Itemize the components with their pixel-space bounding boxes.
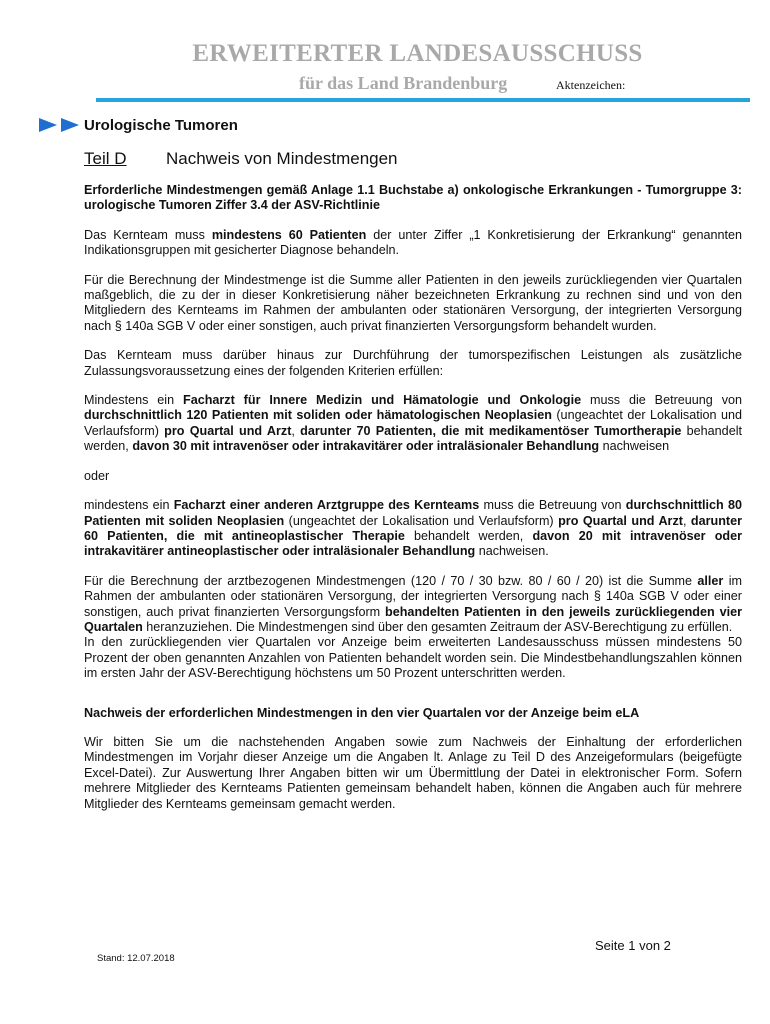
paragraph-criterion-hematology: Mindestens ein Facharzt für Innere Medizin und Hämatologie und Onkologie muss die Betreuung von durchschnittlich 120 Patienten mit soliden oder hämatologischen Neoplasien (ungeachtet der Lokalisation und Verlaufsform) pro Quartal und Arzt, darunter 70 Patienten, die mit medikamentöser Tumortherapie behandelt werden, davon 30 mit intravenöser oder intrakavitärer oder intraläsionaler Behandlung nachweisen — [84, 393, 742, 454]
page-number: Seite 1 von 2 — [595, 938, 671, 953]
paragraph-calculation: Für die Berechnung der Mindestmenge ist die Summe aller Patienten in den jeweils zurückliegenden vier Quartalen maßgeblich, die zu der in dieser Konkretisierung näher bezeichneten Erkrankung zu rechnen sind und von den Mitgliedern des Kernteams im Rahmen der ambulanten oder stationären Versorgung, der integrierten Versorgung nach § 140a SGB V oder einer sonstigen, auch privat finanzierten Versorgungsform behandelt wurden. — [84, 272, 742, 333]
paragraph-additional-criteria: Das Kernteam muss darüber hinaus zur Durchführung der tumorspezifischen Leistungen als zusätzliche Zulassungsvoraussetzung eines der folgenden Kriterien erfüllen: — [84, 348, 742, 378]
nachweis-heading: Nachweis der erforderlichen Mindestmengen in den vier Quartalen vor der Anzeige beim eLA — [84, 705, 640, 720]
paragraph-request: Wir bitten Sie um die nachstehenden Angaben sowie zum Nachweis der Einhaltung der erforderlichen Mindestmengen im Vorjahr dieser Anzeige um die Angaben lt. Anlage zu Teil D des Anzeigeformulars (beigefügte Excel-Datei). Zur Auswertung Ihrer Angaben bitten wir um Übermittlung der Datei in elektronischer Form. Sofern mehrere Mitglieder des Kernteams Patienten gemeinsam behandelt haben, können die Angaben auch für mehrere Mitglieder des Kernteams gemeinsam gemacht werden. — [84, 734, 742, 811]
double-play-arrow-icon — [38, 117, 82, 133]
paragraph-oder: oder — [84, 468, 110, 483]
document-date: Stand: 12.07.2018 — [97, 953, 175, 964]
part-heading — [84, 149, 398, 169]
part-title: Nachweis von Mindestmengen — [166, 149, 398, 168]
section-title: Urologische Tumoren — [84, 116, 238, 134]
part-label: Teil D — [84, 149, 127, 168]
intro-heading: Erforderliche Mindestmengen gemäß Anlage 1.1 Buchstabe a) onkologische Erkrankungen - Tumorgruppe 3: urologische Tumoren Ziffer 3.4 der ASV-Richtlinie — [84, 183, 742, 213]
paragraph-criterion-other-specialist: mindestens ein Facharzt einer anderen Arztgruppe des Kernteams muss die Betreuung von durchschnittlich 80 Patienten mit soliden Neoplasien (ungeachtet der Lokalisation und Verlaufsform) pro Quartal und Arzt, darunter 60 Patienten, die mit antineoplastischer Therapie behandelt werden, davon 20 mit intravenöser oder intrakavitärer antineoplastischer oder intraläsionaler Behandlung nachweisen. — [84, 498, 743, 559]
section-heading — [38, 115, 238, 135]
paragraph-physician-calculation: Für die Berechnung der arztbezogenen Mindestmengen (120 / 70 / 30 bzw. 80 / 60 / 20) ist die Summe aller im Rahmen der ambulanten oder stationären Versorgung, der integrierten Versorgung nach § 140a SGB V oder einer sonstigen, auch privat finanzierten Versorgungsform behandelten Patienten in den jeweils zurückliegenden vier Quartalen heranzuziehen. Die Mindestmengen sind über den gesamten Zeitraum der ASV-Berechtigung zu erfüllen. — [84, 573, 742, 634]
header-divider — [96, 98, 750, 102]
committee-subtitle: für das Land Brandenburg — [299, 73, 508, 93]
paragraph-fifty-percent: In den zurückliegenden vier Quartalen vor Anzeige beim erweiterten Landesausschuss müssen mindestens 50 Prozent der oben genannten Anzahlen von Patienten behandelt worden sein. Die Mindestbehandlungszahlen können im ersten Jahr der ASV-Berechtigung höchstens um 50 Prozent unterschritten werden. — [84, 635, 742, 681]
paragraph-kernteam-minimum: Das Kernteam muss mindestens 60 Patienten der unter Ziffer „1 Konkretisierung der Erkrankung“ genannten Indikationsgruppen mit gesicherter Diagnose behandeln. — [84, 227, 742, 258]
aktenzeichen-label: Aktenzeichen: — [556, 78, 626, 92]
committee-title: ERWEITERTER LANDESAUSSCHUSS — [192, 40, 643, 67]
document-body — [84, 183, 742, 826]
